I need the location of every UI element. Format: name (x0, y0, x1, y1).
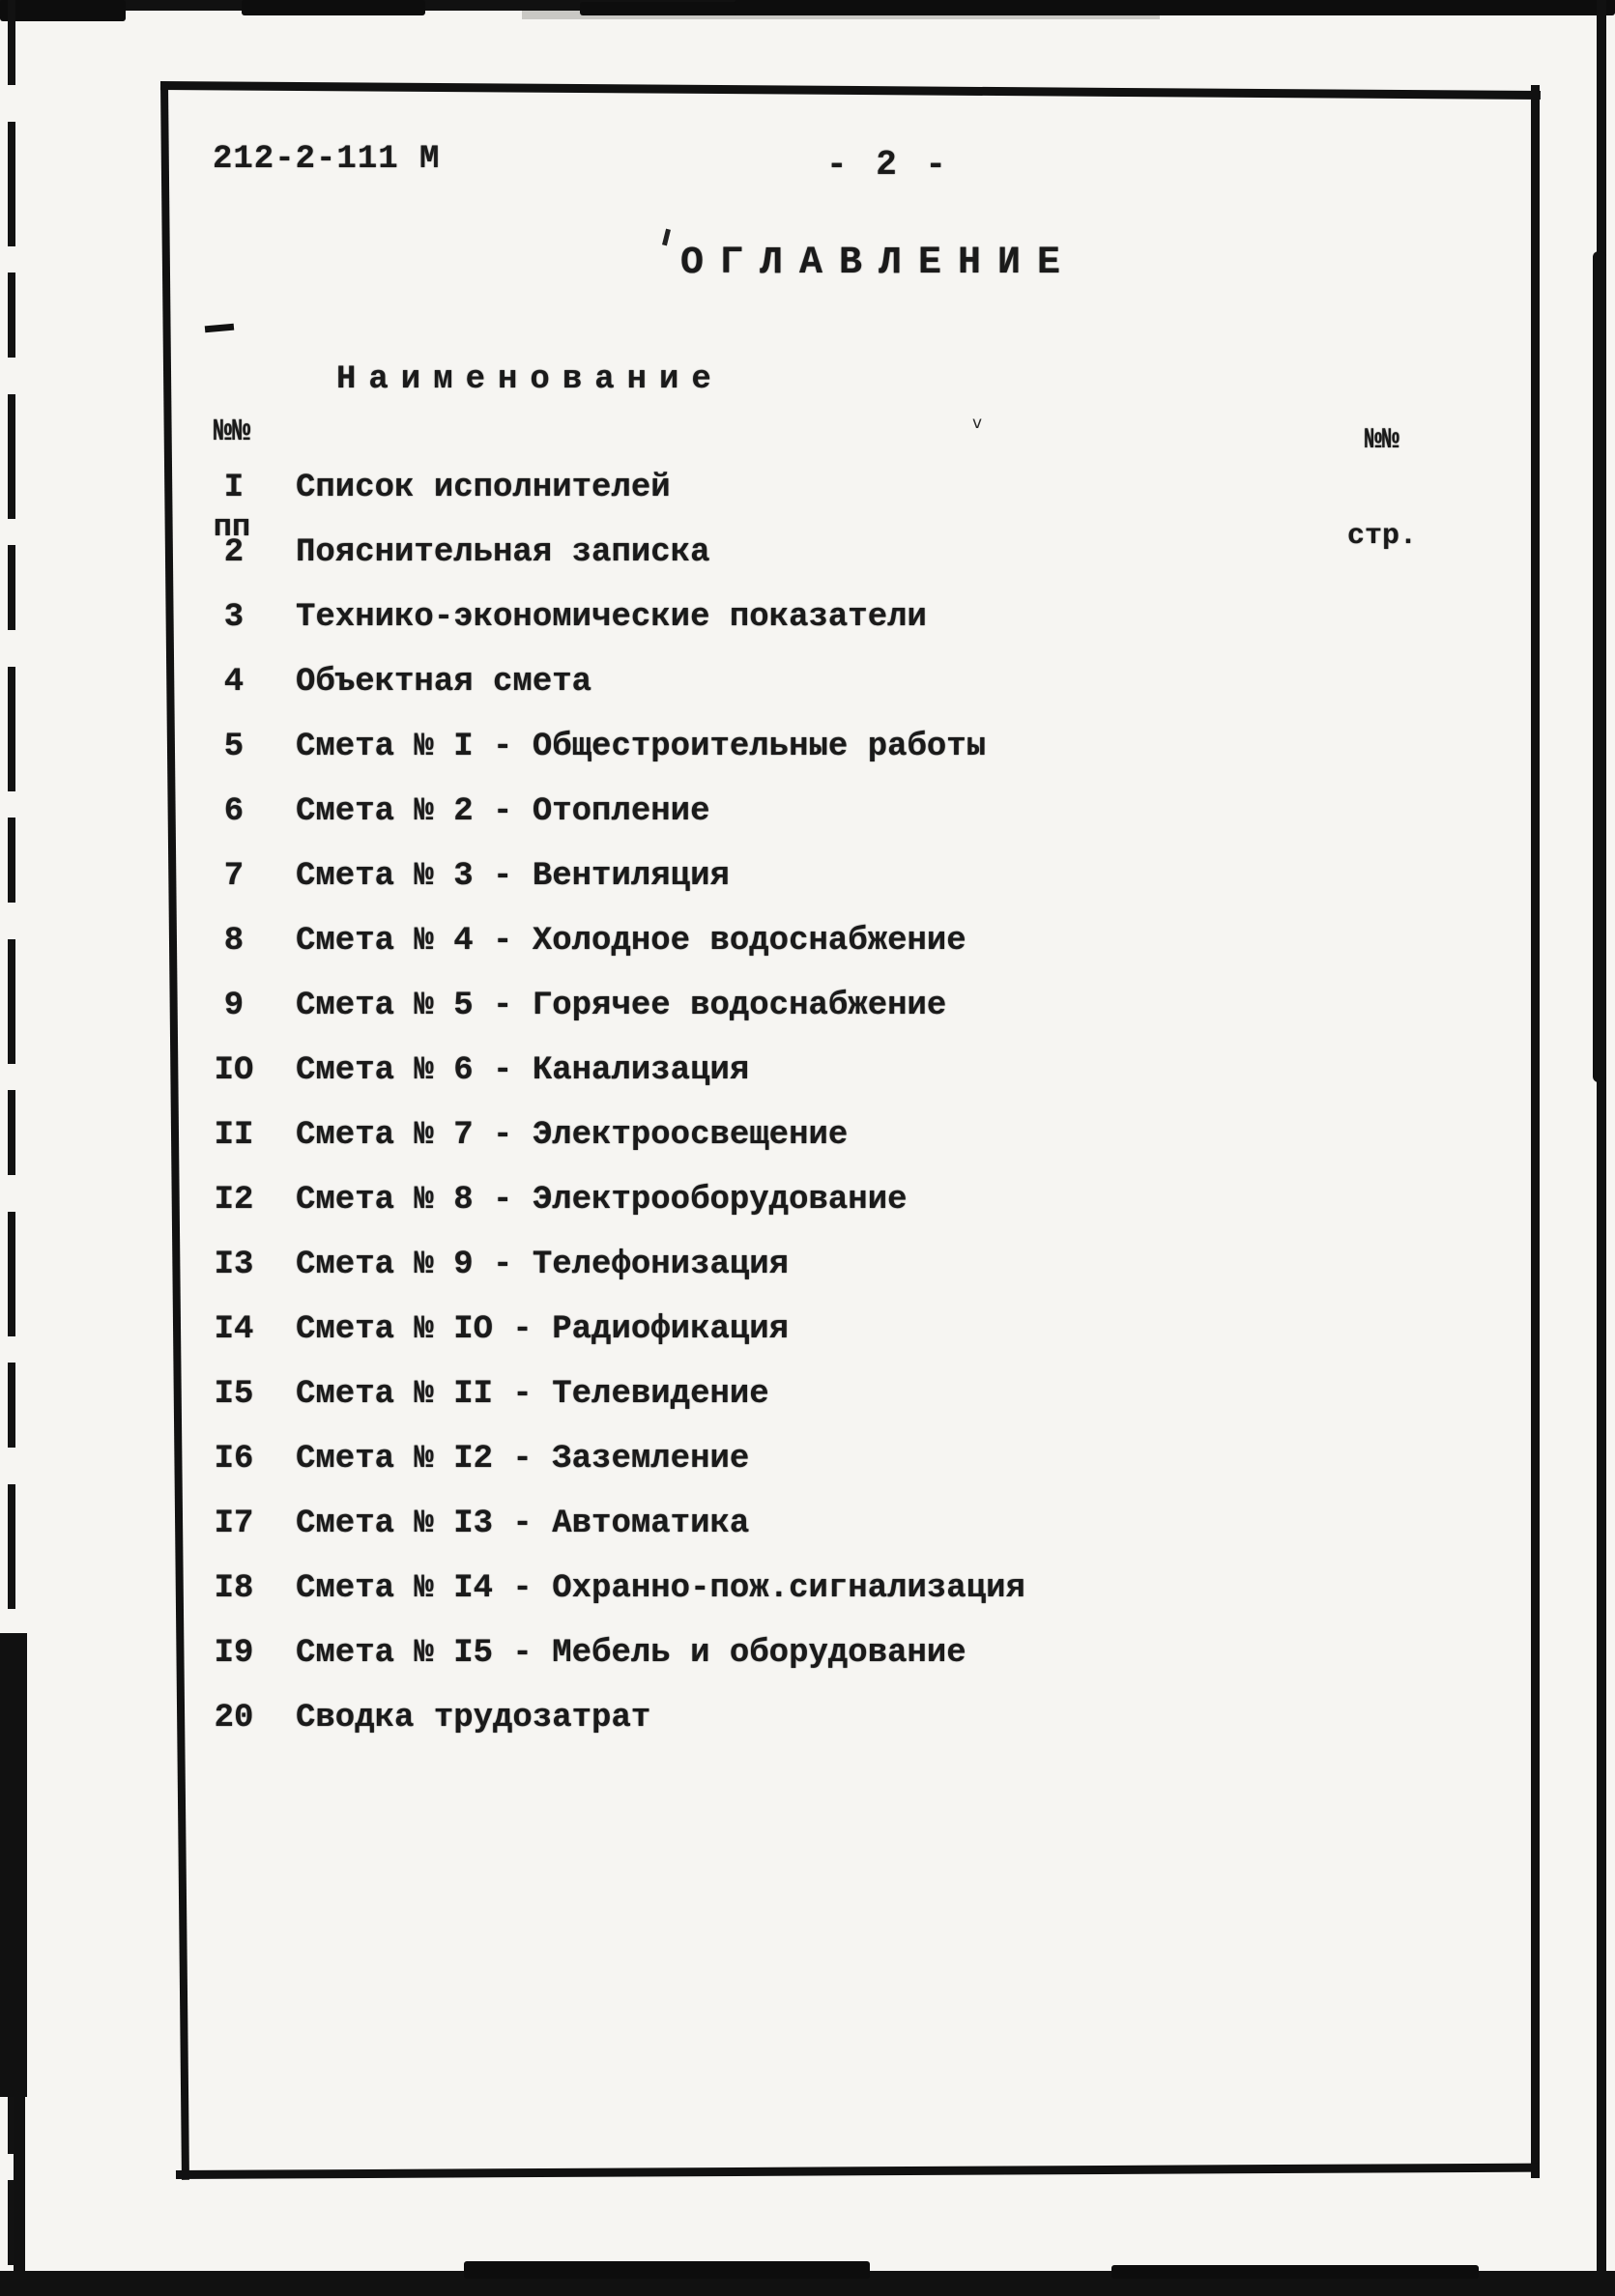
scan-artifact-blob (464, 2261, 870, 2279)
table-row (172, 1311, 1525, 1376)
row-title: Смета № 6 - Канализация (296, 1052, 750, 1089)
row-number: II (214, 1117, 254, 1154)
row-title: Смета № I - Общестроительные работы (296, 729, 987, 765)
row-number: I8 (214, 1570, 254, 1607)
column-header-name: Наименование (336, 361, 724, 398)
row-title: Смета № 8 - Электрооборудование (296, 1182, 908, 1219)
table-row (172, 1182, 1525, 1247)
row-title: Смета № 5 - Горячее водоснабжение (296, 988, 947, 1024)
table-row (172, 729, 1525, 793)
row-number: 4 (223, 664, 245, 701)
row-number: I7 (214, 1506, 254, 1542)
row-number: 9 (223, 988, 245, 1024)
row-number: 6 (223, 793, 245, 830)
row-title: Смета № I5 - Мебель и оборудование (296, 1635, 966, 1672)
row-title: Смета № 9 - Телефонизация (296, 1247, 790, 1283)
table-row (172, 1117, 1525, 1182)
row-title: Смета № 3 - Вентиляция (296, 858, 730, 895)
row-title: Технико-экономические показатели (296, 599, 927, 636)
row-title: Смета № 7 - Электроосвещение (296, 1117, 849, 1154)
scan-artifact-blob (580, 2, 754, 15)
ink-smudge-dash (205, 324, 234, 333)
column-header-page-number-line2: стр. (1346, 520, 1417, 553)
scan-artifact-blob (1111, 2265, 1479, 2279)
page-border-top (160, 81, 1541, 100)
scan-artifact-blob (735, 0, 1615, 15)
toc-table-body (172, 470, 1525, 1765)
table-row (172, 1635, 1525, 1700)
page-title: ОГЛАВЛЕНИЕ (680, 242, 1078, 285)
row-number: I5 (214, 1376, 254, 1413)
table-row (172, 1052, 1525, 1117)
table-row (172, 664, 1525, 729)
row-title: Смета № IO - Радиофикация (296, 1311, 790, 1348)
table-row (172, 988, 1525, 1052)
page-border-bottom (176, 2164, 1539, 2179)
table-row (172, 1441, 1525, 1506)
page-border-right (1531, 85, 1540, 2178)
row-number: 2 (223, 534, 245, 571)
table-row (172, 1376, 1525, 1441)
row-title: Смета № I4 - Охранно-пож.сигнализация (296, 1570, 1025, 1607)
row-number: I4 (214, 1311, 254, 1348)
column-header-row-number-line2: пп (213, 509, 251, 545)
scan-artifact-blob (0, 0, 126, 21)
row-title: Сводка трудозатрат (296, 1700, 651, 1736)
row-number: I6 (214, 1441, 254, 1478)
table-row (172, 599, 1525, 664)
ink-smudge-apostrophe (662, 229, 671, 246)
row-number: 7 (223, 858, 245, 895)
row-title: Смета № 2 - Отопление (296, 793, 710, 830)
table-row (172, 923, 1525, 988)
row-number: I2 (214, 1182, 254, 1219)
scan-artifact-left-segment (14, 2097, 25, 2271)
row-number: I3 (214, 1247, 254, 1283)
row-title: Объектная смета (296, 664, 592, 701)
page-number: - 2 - (826, 145, 951, 185)
row-title: Смета № II - Телевидение (296, 1376, 769, 1413)
table-row (172, 1570, 1525, 1635)
table-row (172, 1506, 1525, 1570)
table-row (172, 858, 1525, 923)
scan-artifact-left-heavy-bar (0, 1633, 27, 2097)
row-title: Смета № 4 - Холодное водоснабжение (296, 923, 966, 960)
table-row (172, 793, 1525, 858)
row-number: 3 (223, 599, 245, 636)
row-number: I (223, 470, 245, 506)
scan-artifact-right-edge-thick (1593, 251, 1606, 1082)
table-row (172, 1247, 1525, 1311)
row-number: 5 (223, 729, 245, 765)
row-number: 8 (223, 923, 245, 960)
row-title: Список исполнителей (296, 470, 671, 506)
column-header-page-number-line1: №№ (1364, 424, 1399, 457)
row-number: 20 (214, 1700, 254, 1736)
row-title: Смета № I3 - Автоматика (296, 1506, 750, 1542)
scan-artifact-blob (242, 0, 425, 15)
table-row (172, 470, 1525, 534)
ink-tick-mark: v (972, 414, 983, 433)
column-header-row-number-line1: №№ (213, 414, 251, 449)
row-number: I9 (214, 1635, 254, 1672)
row-title: Смета № I2 - Заземление (296, 1441, 750, 1478)
table-row (172, 534, 1525, 599)
document-code: 212-2-111 М (213, 141, 441, 178)
row-title: Пояснительная записка (296, 534, 710, 571)
table-row (172, 1700, 1525, 1765)
row-number: IO (214, 1052, 254, 1089)
